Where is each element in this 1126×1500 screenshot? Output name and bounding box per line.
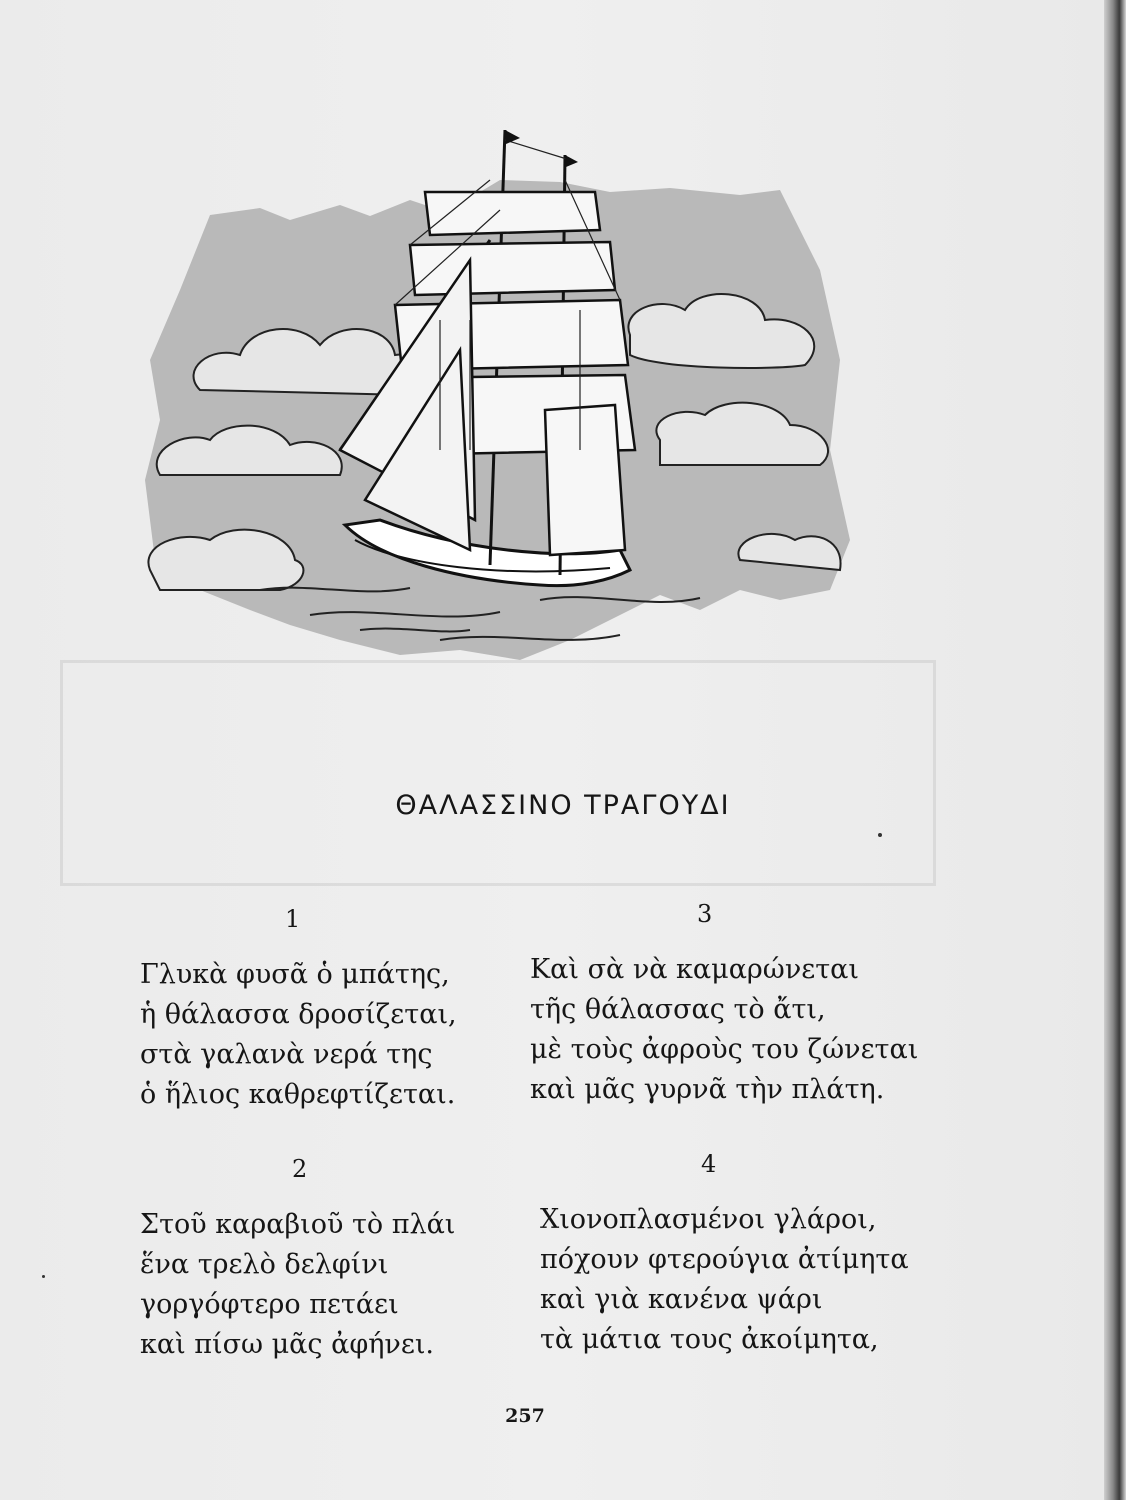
- ink-speck: [42, 1275, 45, 1278]
- page-edge: [1104, 0, 1126, 1500]
- verse-line: γοργόφτερο πετάει: [140, 1289, 399, 1320]
- verse-line: καὶ μᾶς γυρνᾶ τὴν πλάτη.: [530, 1074, 885, 1105]
- verse-line: ὁ ἥλιος καθρεφτίζεται.: [140, 1079, 456, 1110]
- verse-line: τῆς θάλασσας τὸ ἄτι,: [530, 994, 826, 1025]
- page-number: 257: [505, 1405, 545, 1427]
- stanza-1: [140, 905, 560, 1115]
- verse-line: στὰ γαλανὰ νερά της: [140, 1039, 433, 1070]
- ink-speck: [878, 833, 882, 837]
- verse-line: πόχουν φτερούγια ἀτίμητα: [540, 1244, 909, 1275]
- verse-line: τὰ μάτια τους ἀκοίμητα,: [540, 1324, 879, 1355]
- stanza-3: [530, 900, 950, 1110]
- poem-title: ΘΑΛΑΣΣΙΝΟ ΤΡΑΓΟΥΔΙ: [395, 790, 731, 821]
- verse-line: ἕνα τρελὸ δελφίνι: [140, 1249, 389, 1280]
- stanza-number: 2: [292, 1155, 308, 1183]
- verse-line: καὶ γιὰ κανένα ψάρι: [540, 1284, 823, 1315]
- verse-line: καὶ πίσω μᾶς ἀφήνει.: [140, 1329, 435, 1360]
- verse-line: μὲ τοὺς ἀφροὺς του ζώνεται: [530, 1034, 919, 1065]
- stanza-number: 1: [285, 905, 301, 933]
- verse-line: Χιονοπλασμένοι γλάροι,: [540, 1204, 877, 1235]
- stanza-number: 4: [701, 1150, 717, 1178]
- verse-line: Γλυκὰ φυσᾶ ὁ μπάτης,: [140, 959, 450, 990]
- stanza-2: [140, 1155, 560, 1365]
- verse-line: ἡ θάλασσα δροσίζεται,: [140, 999, 457, 1030]
- sailing-ship-illustration: [140, 120, 860, 665]
- stanza-number: 3: [697, 900, 713, 928]
- verse-line: Καὶ σὰ νὰ καμαρώνεται: [530, 954, 859, 985]
- stanza-4: [540, 1150, 960, 1360]
- show-through-bleed: [60, 660, 936, 886]
- verse-line: Στοῦ καραβιοῦ τὸ πλάι: [140, 1209, 456, 1240]
